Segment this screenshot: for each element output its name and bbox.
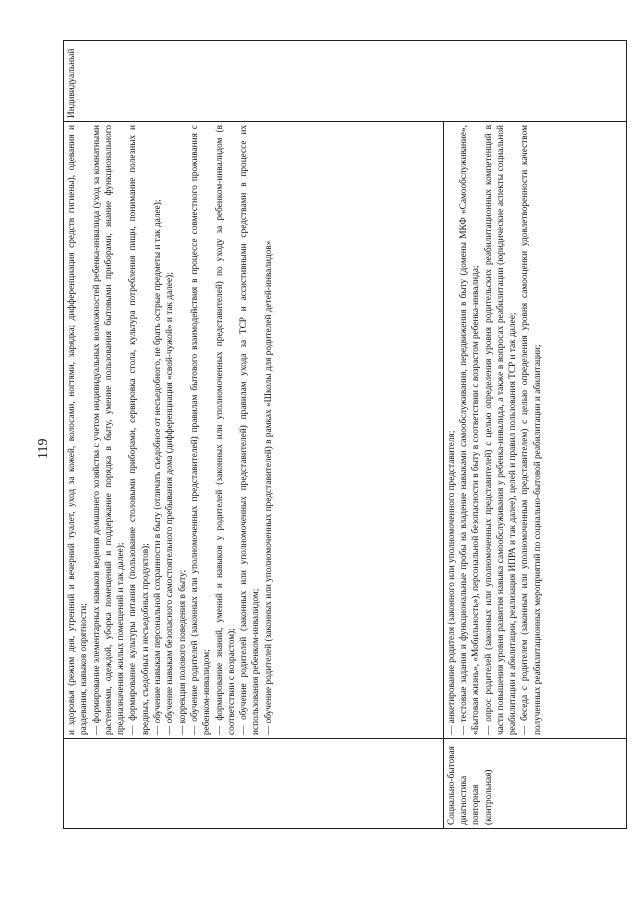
- content-cell: [64, 122, 444, 739]
- content-line: — тестовые задания и функциональные пробы на владение навыками самообслуживания, передвижения в быту (домены МКФ «Самообслуживание», «Бытовая жизнь», «Мобильность»), персональной безопасности в быту в соответствии с возрастом ребенка-инвалида;: [458, 125, 482, 735]
- content-line: — анкетирование родителя (законного или уполномоченного представителя;: [446, 430, 457, 735]
- mode-cell: Индивидуальный: [64, 41, 627, 122]
- content-line: — беседа с родителем (законным или уполномоченным представителем) с целью определения уровня самооценки удовлетворенности качеством полученных реабилитационных мероприятий по социально-бытовой реабилитации и абилитации;: [520, 125, 543, 735]
- content-line: и здоровья (режим дня, утренний и вечерний туалет, уход за кожей, волосами, ногтями, зарядка; дифференциация средств гигиены), одевания и раздевания, навыков опрятности;: [67, 125, 90, 735]
- content-line: — опрос родителей (законных или уполномоченных представителей) с целью определения уровня родительских реабилитационных компетенций в части повышения уровня развития навыка самообслуживания у ребенка-инвалида, а также в вопросах реабилитации (юридические аспекты социальной реабилитации и абилитации, реализация ИПРА и так далее), целей и правил пользования ТСР и так далее;: [483, 125, 519, 735]
- content-line: — обучение родителей (законных или уполномоченных представителей) правилам бытового взаимодействия в процессе совместного проживания с ребенком-инвалидом;: [189, 125, 213, 735]
- rehabilitation-table: [63, 40, 627, 829]
- table-row: [443, 41, 626, 829]
- content-line: — формирование элементарных навыков ведения домашнего хозяйства с учетом индивидуальных возможностей ребенка-инвалида (уход за комнатными растениями, одеждой, уборка помещений и поддержание порядка в быту, умение пользования бытовыми приборами, знание функционального предназначения жилых помещений и так далее);: [91, 125, 127, 735]
- content-line: — обучение навыкам персональной сохранности в быту (отличать съедобное от несъедобного, не брать острые предметы и так далее);: [153, 199, 164, 735]
- type-cell: [64, 739, 444, 829]
- type-cell: Социально-бытовая диагностика повторная (контрольная): [443, 739, 626, 829]
- page-number: 119: [36, 438, 51, 459]
- content-line: — обучение навыкам безопасного самостоятельного пребывания дома (дифференциация «свой-чужой» и так далее);: [165, 272, 176, 735]
- content-line: — обучение родителей (законных или уполномоченных представителей) в рамках «Школы для родителей детей-инвалидов»: [263, 240, 274, 735]
- rotated-table-page: [63, 40, 627, 829]
- content-line: — формирование знаний, умений и навыков у родителей (законных или уполномоченных представителей) по уходу за ребенком-инвалидом (в соответствии с возрастом);: [214, 125, 237, 735]
- content-line: — обучение родителей (законных или уполномоченных представителей) правилам ухода за ТСР и ассистивными средствами в процессе их использования ребенком-инвалидом;: [239, 125, 262, 735]
- table-row: [64, 41, 444, 829]
- content-line: — коррекция полового поведения в быту;: [177, 569, 188, 735]
- content-line: — формирование культуры питания (пользование столовыми приборами, сервировка стола, культура потребления пищи, понимание полезных и вредных, съедобных и несъедобных продуктов);: [128, 125, 151, 735]
- content-cell: [443, 122, 626, 739]
